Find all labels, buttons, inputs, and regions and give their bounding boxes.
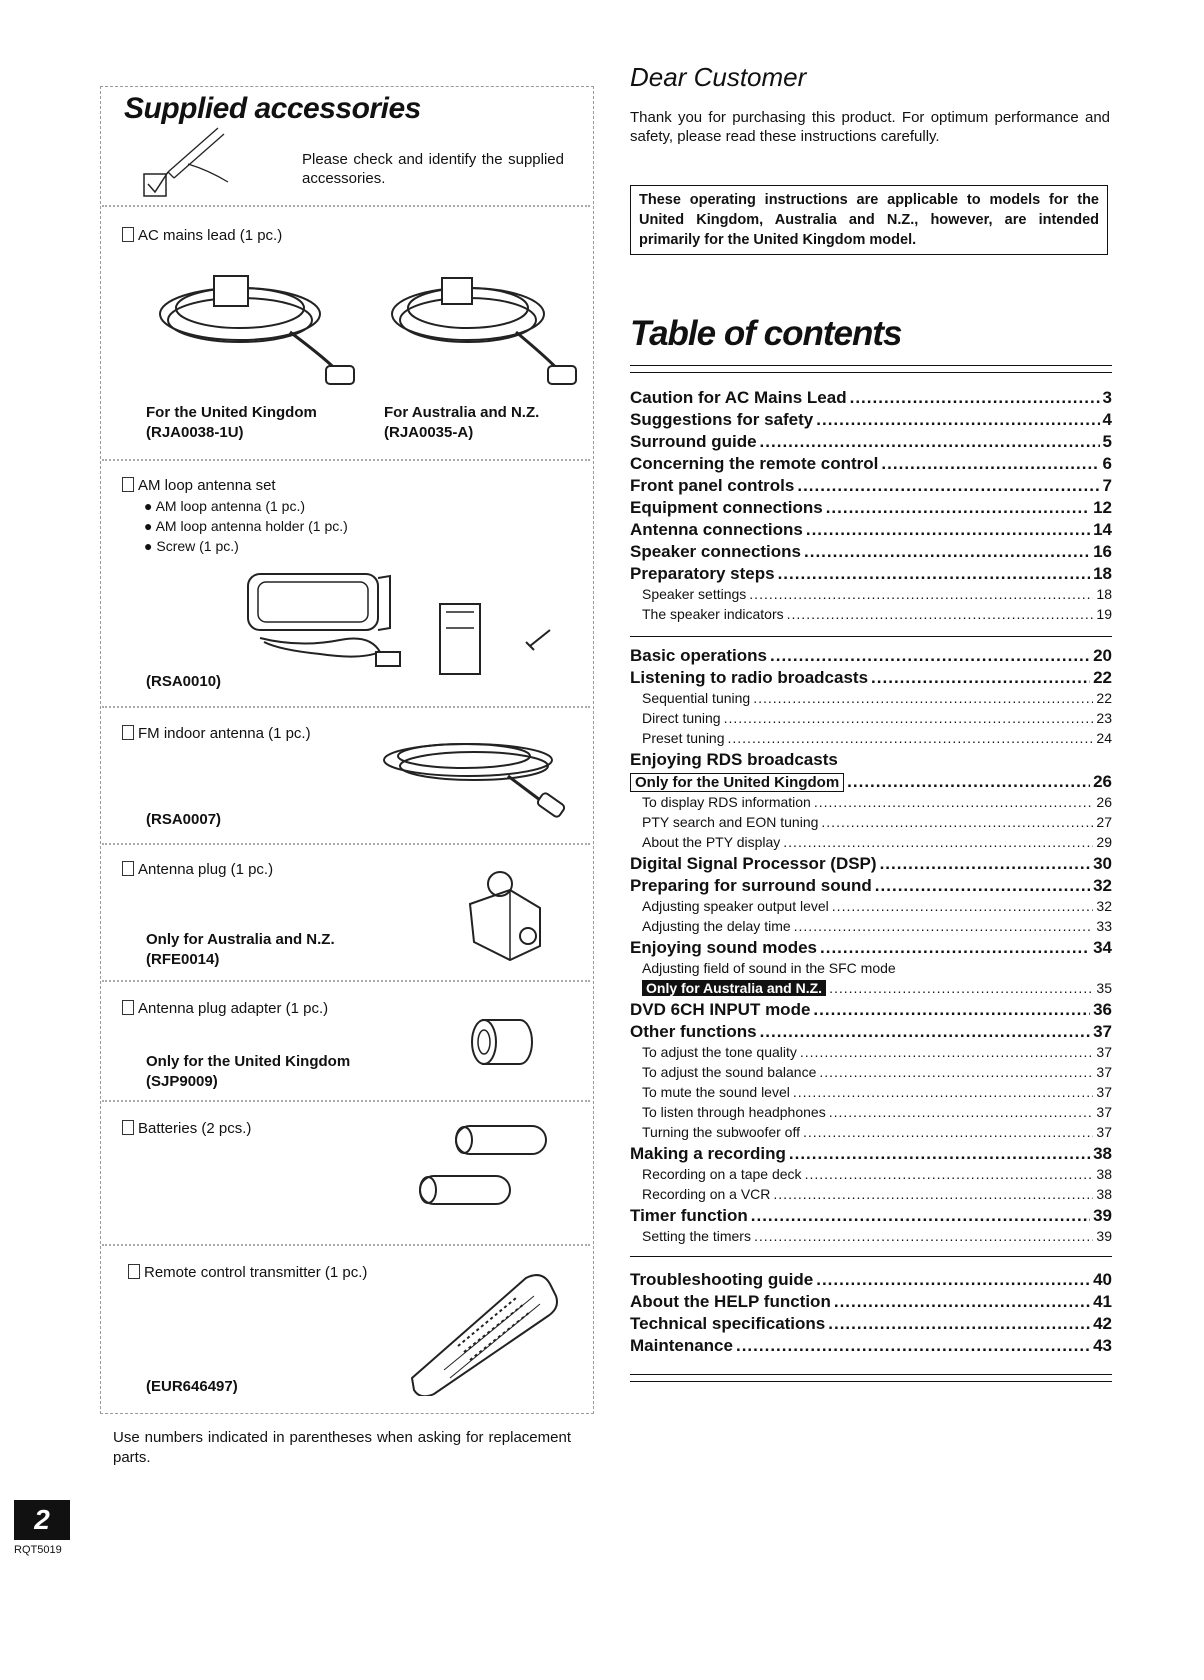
toc-entry[interactable]: The speaker indicators ..... 19 bbox=[630, 606, 1112, 626]
toc-entry[interactable]: Preparatory steps ..... 18 bbox=[630, 564, 1112, 586]
am-bullet: ● AM loop antenna (1 pc.) bbox=[144, 498, 305, 514]
toc-entry[interactable]: Enjoying sound modes ..... 34 bbox=[630, 938, 1112, 960]
toc-entry[interactable]: Concerning the remote control ..... 6 bbox=[630, 454, 1112, 476]
checkbox-icon bbox=[122, 227, 134, 242]
divider bbox=[102, 1244, 590, 1246]
divider bbox=[102, 706, 590, 708]
uk-lead-part: (RJA0038-1U) bbox=[146, 424, 244, 441]
intro-text: Thank you for purchasing this product. For optimum performance and safety, please read these instructions carefully. bbox=[630, 109, 1110, 145]
toc-entry[interactable]: Digital Signal Processor (DSP) ..... 30 bbox=[630, 854, 1112, 876]
toc-entry[interactable]: Sequential tuning ..... 22 bbox=[630, 690, 1112, 710]
dear-customer-heading: Dear Customer bbox=[630, 62, 807, 92]
toc-entry[interactable]: Speaker settings ..... 18 bbox=[630, 586, 1112, 606]
plug-adapter-part: (SJP9009) bbox=[146, 1073, 218, 1090]
toc-group bbox=[630, 388, 1112, 626]
divider bbox=[102, 459, 590, 461]
toc-entry[interactable]: Direct tuning ..... 23 bbox=[630, 710, 1112, 730]
toc-entry[interactable]: To adjust the sound balance ..... 37 bbox=[630, 1064, 1112, 1084]
remote-part: (EUR646497) bbox=[146, 1378, 238, 1395]
toc-entry[interactable]: Timer function ..... 39 bbox=[630, 1206, 1112, 1228]
toc-entry[interactable]: Adjusting field of sound in the SFC mode bbox=[642, 960, 896, 976]
item-remote: Remote control transmitter (1 pc.) bbox=[128, 1264, 367, 1281]
notice-box: These operating instructions are applicable to models for the United Kingdom, Australia and N.Z., however, are intended primarily for the United Kingdom model. bbox=[630, 185, 1108, 255]
plug-adapter-image bbox=[468, 1014, 538, 1070]
item-ac-mains-lead: AC mains lead (1 pc.) bbox=[122, 227, 282, 244]
toc-entry[interactable]: Only for Australia and N.Z. ..... 35 bbox=[630, 980, 1112, 1000]
fm-antenna-part: (RSA0007) bbox=[146, 811, 222, 828]
divider bbox=[102, 1100, 590, 1102]
am-bullet: ● AM loop antenna holder (1 pc.) bbox=[144, 518, 348, 534]
toc-entry[interactable]: Maintenance ..... 43 bbox=[630, 1336, 1112, 1358]
toc-entry[interactable]: Adjusting the delay time ..... 33 bbox=[630, 918, 1112, 938]
toc-entry[interactable]: Recording on a tape deck ..... 38 bbox=[630, 1166, 1112, 1186]
rule bbox=[630, 372, 1112, 373]
plug-adapter-note: Only for the United Kingdom bbox=[146, 1053, 351, 1070]
item-plug-adapter: Antenna plug adapter (1 pc.) bbox=[122, 1000, 328, 1017]
am-bullet: ● Screw (1 pc.) bbox=[144, 538, 239, 554]
toc-entry[interactable]: Listening to radio broadcasts ..... 22 bbox=[630, 668, 1112, 690]
toc-entry[interactable]: To listen through headphones ..... 37 bbox=[630, 1104, 1112, 1124]
uk-only-tag: Only for the United Kingdom bbox=[630, 773, 844, 792]
antenna-plug-image bbox=[460, 866, 570, 966]
toc-entry[interactable]: To display RDS information ..... 26 bbox=[630, 794, 1112, 814]
au-mains-lead-image bbox=[372, 262, 592, 390]
antenna-plug-note: Only for Australia and N.Z. bbox=[146, 931, 335, 948]
rule bbox=[630, 1374, 1112, 1375]
pen-check-icon bbox=[138, 124, 248, 204]
toc-entry[interactable]: Setting the timers ..... 39 bbox=[630, 1228, 1112, 1248]
page-number: 2 bbox=[14, 1500, 70, 1540]
item-batteries: Batteries (2 pcs.) bbox=[122, 1120, 251, 1137]
accessories-title: Supplied accessories bbox=[124, 92, 421, 125]
toc-entry[interactable]: Preset tuning ..... 24 bbox=[630, 730, 1112, 750]
au-lead-part: (RJA0035-A) bbox=[384, 424, 474, 441]
toc-entry[interactable]: Surround guide ..... 5 bbox=[630, 432, 1112, 454]
am-antenna-part: (RSA0010) bbox=[146, 673, 222, 690]
toc-entry[interactable]: Enjoying RDS broadcasts bbox=[630, 750, 838, 769]
toc-entry[interactable]: Preparing for surround sound ..... 32 bbox=[630, 876, 1112, 898]
au-only-tag: Only for Australia and N.Z. bbox=[642, 980, 826, 996]
toc-entry[interactable]: Equipment connections ..... 12 bbox=[630, 498, 1112, 520]
toc-entry[interactable]: Technical specifications ..... 42 bbox=[630, 1314, 1112, 1336]
toc-entry[interactable]: Making a recording ..... 38 bbox=[630, 1144, 1112, 1166]
item-am-antenna: AM loop antenna set bbox=[122, 477, 276, 494]
toc-entry[interactable]: To adjust the tone quality ..... 37 bbox=[630, 1044, 1112, 1064]
rule bbox=[630, 1381, 1112, 1382]
divider bbox=[102, 980, 590, 982]
item-antenna-plug: Antenna plug (1 pc.) bbox=[122, 861, 273, 878]
checkbox-icon bbox=[128, 1264, 140, 1279]
uk-mains-lead-image bbox=[140, 262, 370, 390]
uk-lead-label: For the United Kingdom bbox=[146, 404, 317, 421]
toc-entry[interactable]: Other functions ..... 37 bbox=[630, 1022, 1112, 1044]
toc-entry[interactable]: To mute the sound level ..... 37 bbox=[630, 1084, 1112, 1104]
toc-entry[interactable]: Caution for AC Mains Lead ..... 3 bbox=[630, 388, 1112, 410]
toc-entry[interactable]: Troubleshooting guide ..... 40 bbox=[630, 1270, 1112, 1292]
item-fm-antenna: FM indoor antenna (1 pc.) bbox=[122, 725, 311, 742]
checkbox-icon bbox=[122, 725, 134, 740]
checkbox-icon bbox=[122, 861, 134, 876]
toc-entry[interactable]: Speaker connections ..... 16 bbox=[630, 542, 1112, 564]
toc-entry[interactable]: Only for the United Kingdom ..... 26 bbox=[630, 772, 1112, 794]
am-loop-antenna-image bbox=[240, 568, 590, 688]
checkbox-icon bbox=[122, 477, 134, 492]
au-lead-label: For Australia and N.Z. bbox=[384, 404, 540, 421]
fm-antenna-image bbox=[378, 736, 578, 818]
toc-entry[interactable]: Front panel controls ..... 7 bbox=[630, 476, 1112, 498]
rule bbox=[630, 1256, 1112, 1257]
divider bbox=[102, 843, 590, 845]
toc-entry[interactable]: Antenna connections ..... 14 bbox=[630, 520, 1112, 542]
checkbox-icon bbox=[122, 1000, 134, 1015]
remote-control-image bbox=[404, 1266, 564, 1396]
rule bbox=[630, 636, 1112, 637]
toc-entry[interactable]: About the PTY display ..... 29 bbox=[630, 834, 1112, 854]
checkbox-icon bbox=[122, 1120, 134, 1135]
toc-entry[interactable]: DVD 6CH INPUT mode ..... 36 bbox=[630, 1000, 1112, 1022]
toc-entry[interactable]: PTY search and EON tuning ..... 27 bbox=[630, 814, 1112, 834]
toc-group bbox=[630, 1270, 1112, 1358]
toc-entry[interactable]: Recording on a VCR ..... 38 bbox=[630, 1186, 1112, 1206]
toc-entry[interactable]: Basic operations ..... 20 bbox=[630, 646, 1112, 668]
rule bbox=[630, 365, 1112, 366]
model-code: RQT5019 bbox=[14, 1544, 62, 1556]
parts-footnote: Use numbers indicated in parentheses when asking for replacement parts. bbox=[113, 1429, 571, 1466]
antenna-plug-part: (RFE0014) bbox=[146, 951, 220, 968]
toc-entry[interactable]: Turning the subwoofer off ..... 37 bbox=[630, 1124, 1112, 1144]
toc-entry[interactable]: Suggestions for safety ..... 4 bbox=[630, 410, 1112, 432]
divider bbox=[102, 205, 590, 207]
toc-group bbox=[630, 646, 1112, 1248]
toc-entry[interactable]: Adjusting speaker output level ..... 32 bbox=[630, 898, 1112, 918]
batteries-image bbox=[416, 1124, 556, 1216]
check-instruction: Please check and identify the supplied accessories. bbox=[302, 151, 564, 187]
toc-entry[interactable]: About the HELP function ..... 41 bbox=[630, 1292, 1112, 1314]
toc-title: Table of contents bbox=[630, 314, 902, 353]
